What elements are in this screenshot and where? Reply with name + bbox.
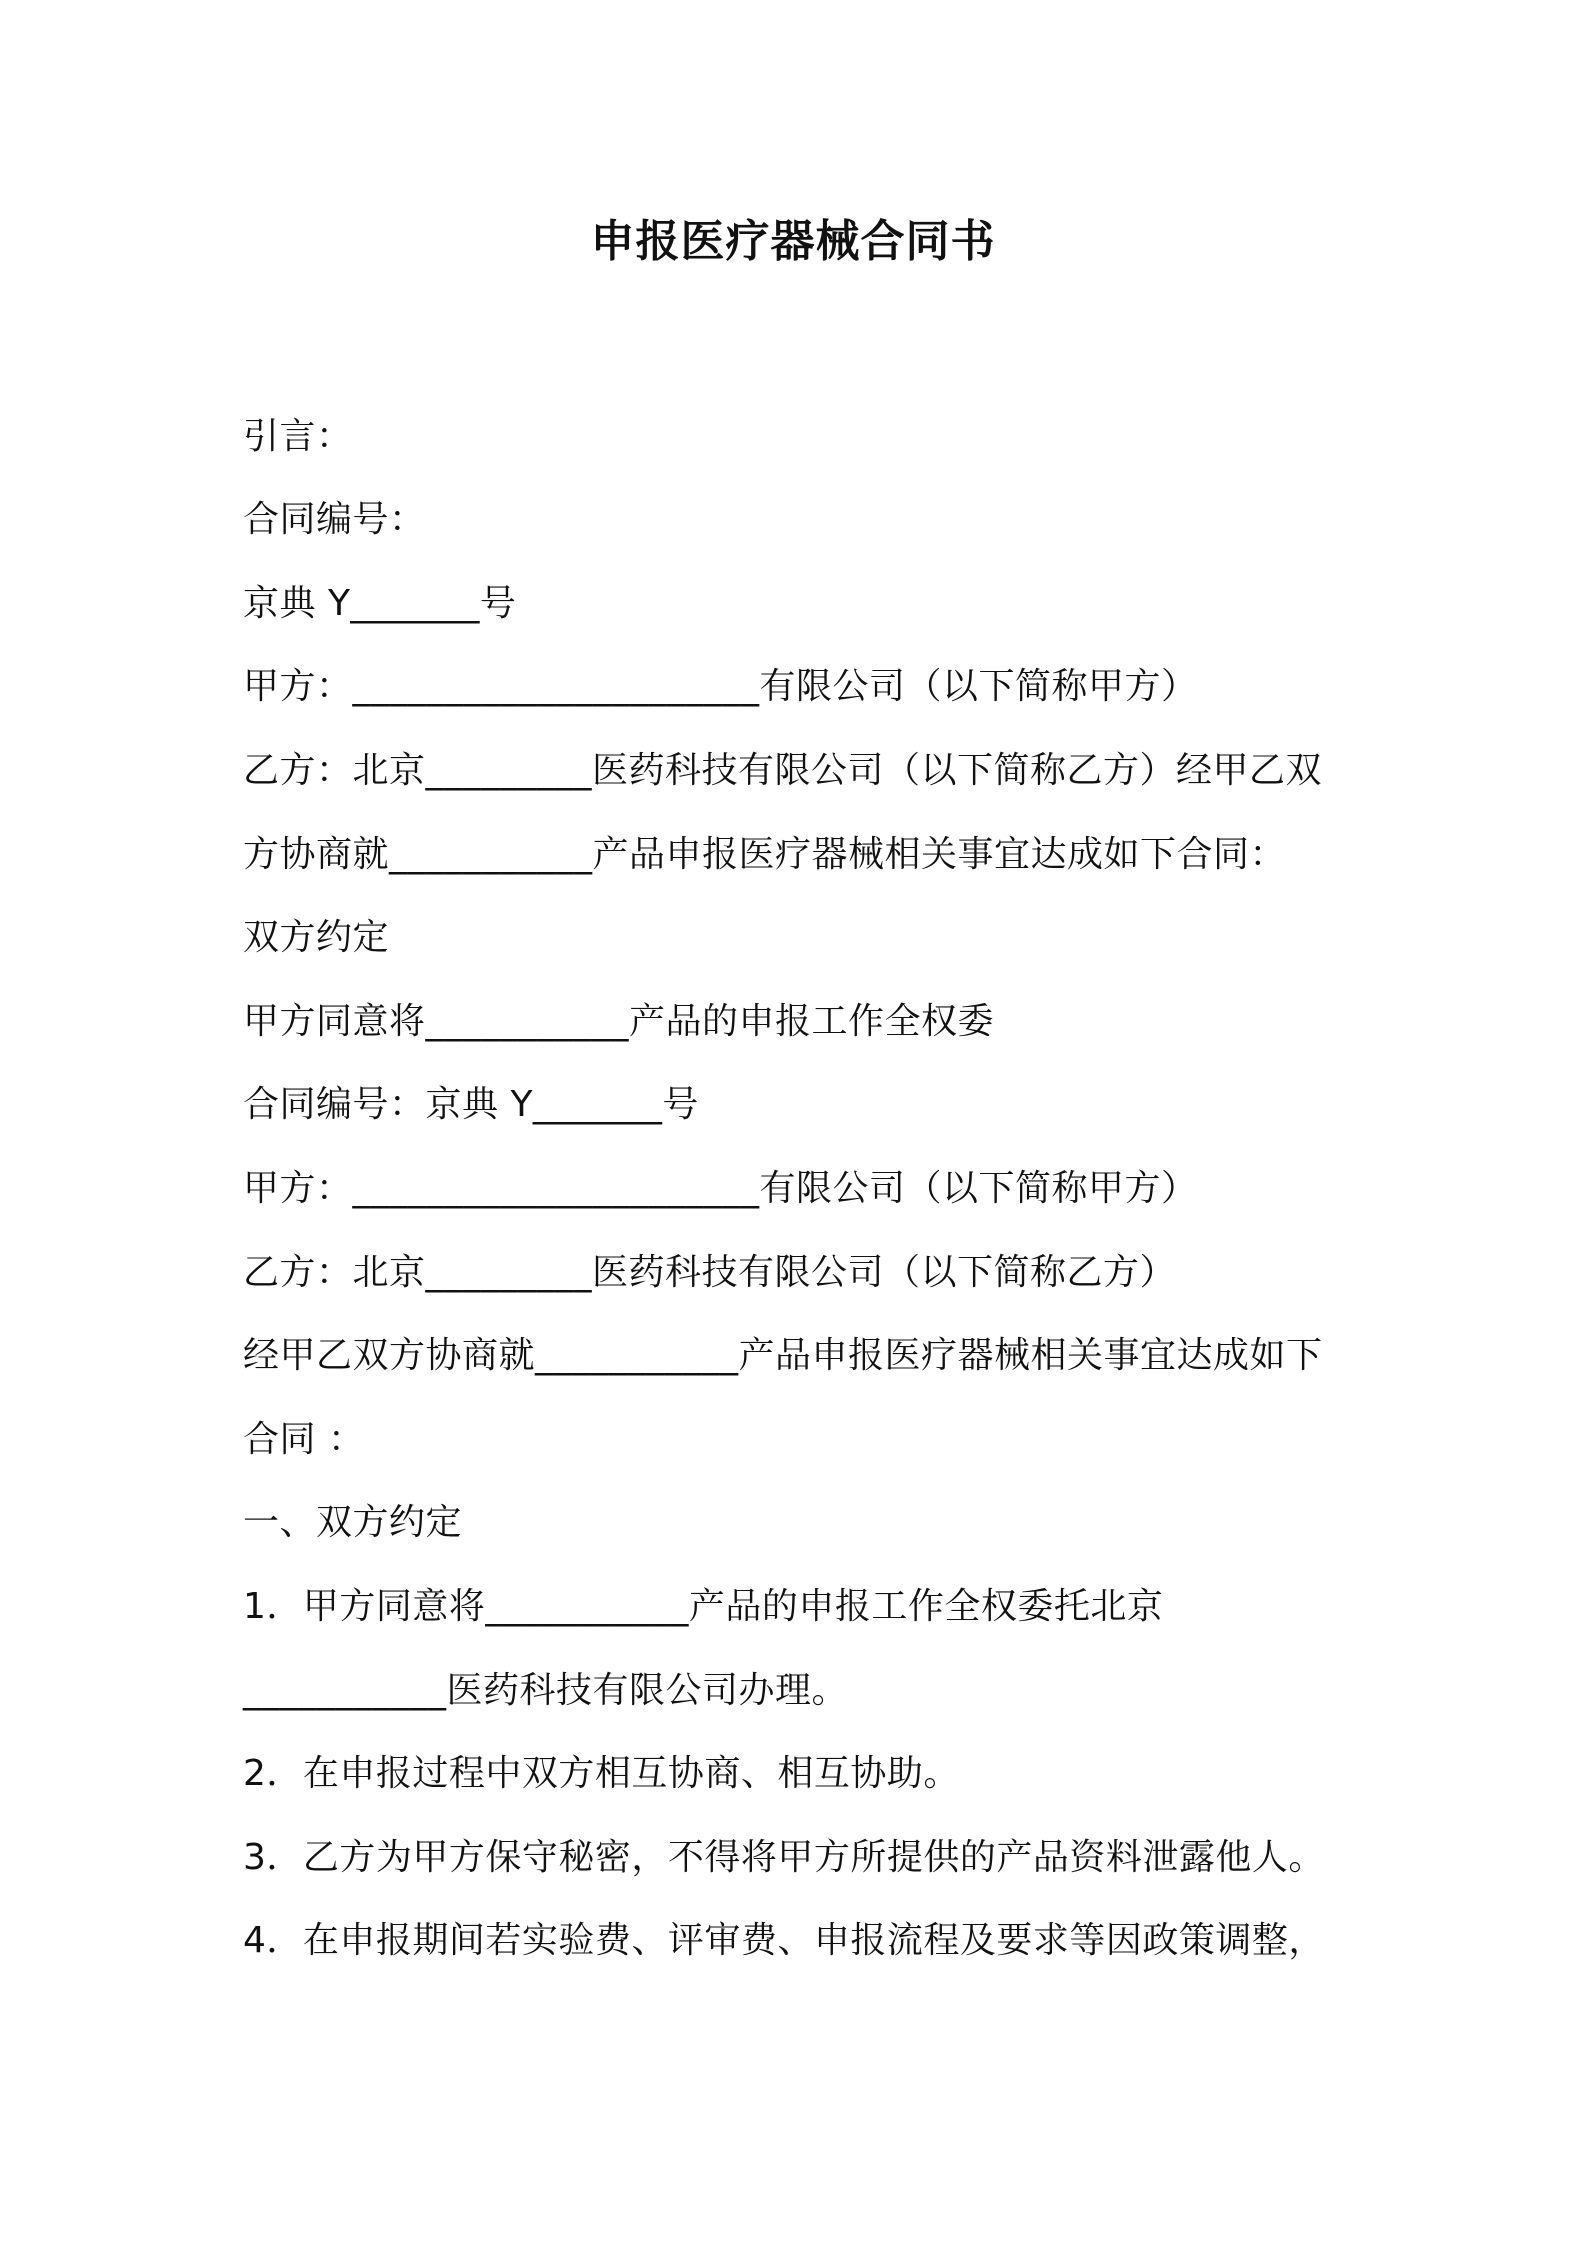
section-one-heading: 一、双方约定	[243, 1502, 463, 1543]
mutual-agreement-heading: 双方约定	[243, 917, 390, 958]
contract-label: 合同 ：	[243, 1419, 365, 1460]
clause-4: 4．在申报期间若实验费、评审费、申报流程及要求等因政策调整，	[243, 1920, 1325, 1961]
clause-3: 3．乙方为甲方保守秘密，不得将甲方所提供的产品资料泄露他人。	[243, 1837, 1325, 1878]
contract-number-repeat: 合同编号：京典 Y_______号	[243, 1084, 699, 1125]
clause-1-line-2: ___________医药科技有限公司办理。	[243, 1670, 849, 1711]
agreement-intro-repeat: 经甲乙双方协商就___________产品申报医疗器械相关事宜达成如下	[243, 1335, 1323, 1376]
document-title: 申报医疗器械合同书	[590, 216, 996, 267]
agreement-intro-line: 方协商就___________产品申报医疗器械相关事宜达成如下合同：	[243, 834, 1287, 875]
party-a-line-repeat: 甲方：______________________有限公司（以下简称甲方）	[243, 1168, 1198, 1209]
contract-number-value: 京典 Y_______号	[243, 583, 517, 624]
party-a-line: 甲方：______________________有限公司（以下简称甲方）	[243, 666, 1198, 707]
party-a-consent-line: 甲方同意将___________产品的申报工作全权委	[243, 1001, 995, 1042]
contract-number-label: 合同编号：	[243, 499, 426, 540]
party-b-line: 乙方：北京_________医药科技有限公司（以下简称乙方）经甲乙双	[243, 750, 1323, 791]
intro-label: 引言：	[243, 416, 353, 457]
party-b-line-repeat: 乙方：北京_________医药科技有限公司（以下简称乙方）	[243, 1252, 1177, 1293]
clause-2: 2．在申报过程中双方相互协商、相互协助。	[243, 1753, 960, 1794]
clause-1-line-1: 1．甲方同意将___________产品的申报工作全权委托北京	[243, 1586, 1164, 1627]
